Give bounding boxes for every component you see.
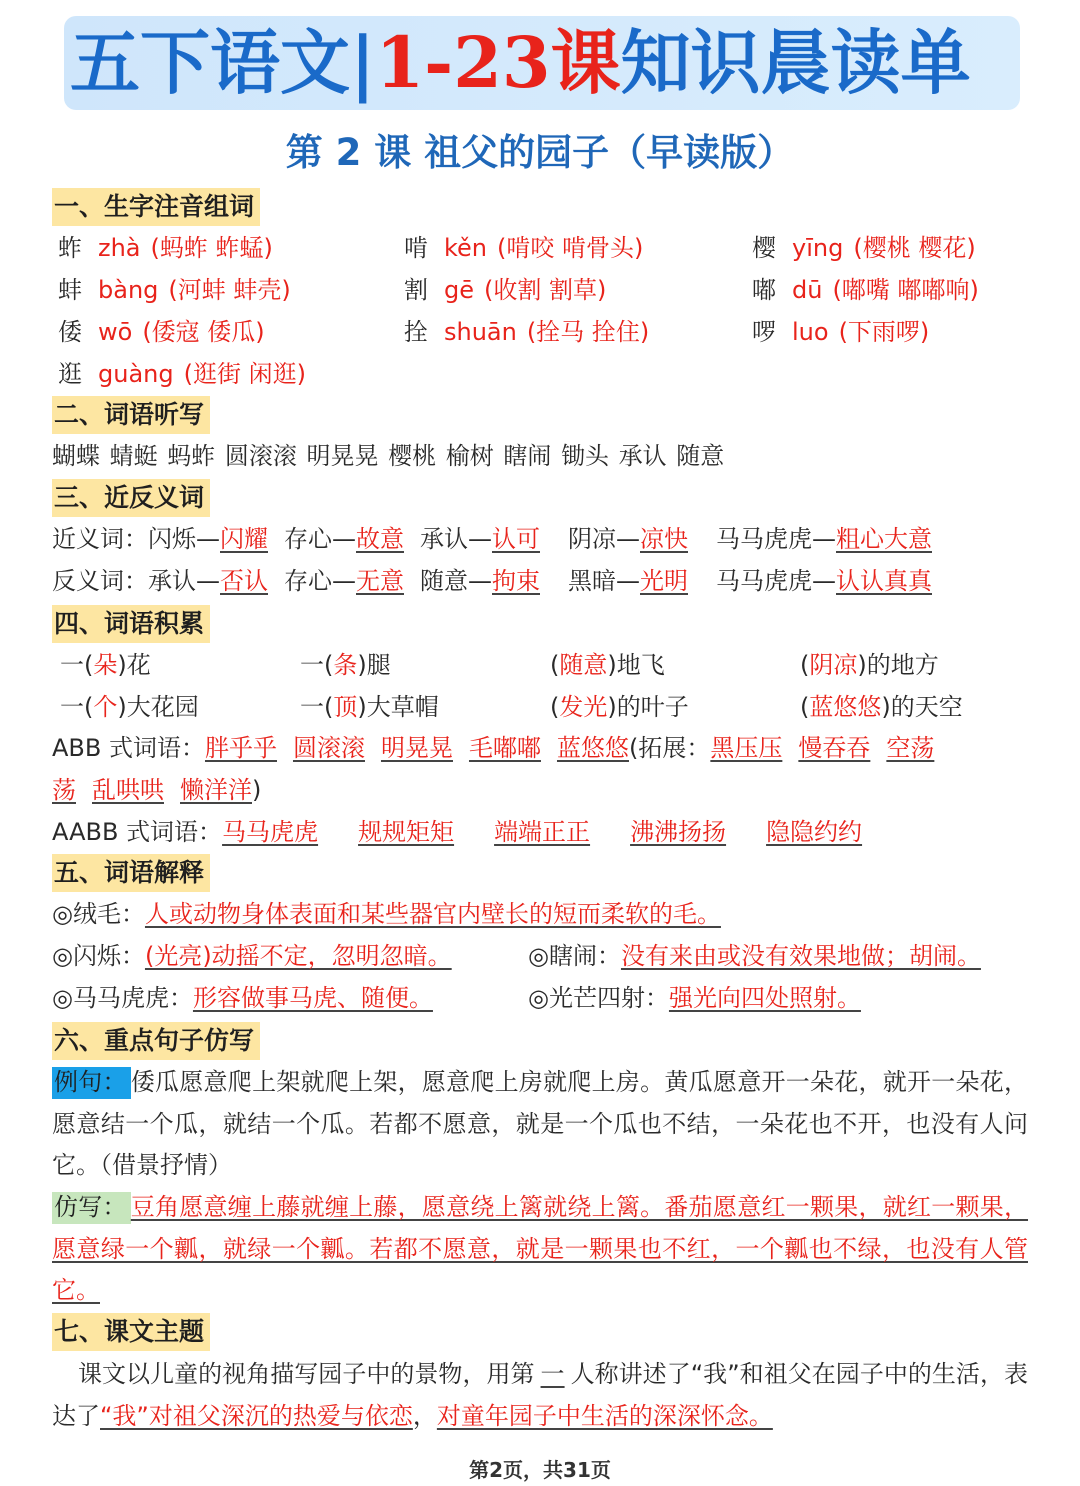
abb-extension-word: 黑压压: [710, 734, 783, 762]
aabb-word: 马马虎虎: [222, 818, 319, 846]
phrase-suffix: )大草帽: [357, 693, 439, 721]
imitation-text: 豆角愿意缠上藤就缠上藤，愿意绕上篱就绕上篱。番茄愿意红一颗果，就红一颗果，愿意绿一个瓤，就绿一个瓤。若都不愿意，就是一颗果也不红，一个瓤也不绿，也没有人管它。: [52, 1193, 1029, 1304]
aabb-words: [52, 815, 862, 849]
phrase-answer: 发光: [559, 693, 608, 721]
synonyms-word: 闪烁—: [148, 525, 220, 553]
theme-separator: ，: [412, 1401, 437, 1430]
phrase-answer: 随意: [559, 651, 608, 679]
section-heading-dictation: 二、词语听写: [52, 396, 210, 434]
antonyms-row: [52, 564, 932, 598]
character-entry: [752, 231, 976, 265]
phrase-prefix: (: [800, 651, 810, 679]
abb-word: 明晃晃: [380, 734, 453, 762]
antonyms-answer: 无意: [356, 567, 404, 595]
phrase-prefix: 一(: [300, 651, 334, 679]
synonyms-answer: 闪耀: [220, 525, 268, 553]
phrase-item: [300, 648, 391, 682]
character: 啰: [752, 318, 776, 346]
definition-text: (光亮)动摇不定，忽明忽暗。: [144, 942, 452, 970]
abb-word: 毛嘟嘟: [468, 734, 541, 762]
abb-extension-end: ): [252, 776, 262, 804]
section-heading-synonyms: 三、近反义词: [52, 479, 210, 517]
word-group: (倭寇 倭瓜): [142, 318, 265, 346]
word-group: (蚂蚱 蚱蜢): [150, 234, 273, 262]
title-part1: 五下语文: [70, 21, 350, 104]
character: 拴: [404, 318, 428, 346]
definition-item: [52, 939, 460, 973]
character: 樱: [752, 234, 776, 262]
title-part2: 知识晨读单: [620, 21, 971, 104]
abb-extension-label: (拓展：: [628, 734, 711, 762]
antonyms-answer: 认认真真: [836, 567, 932, 595]
phrase-prefix: 一(: [60, 693, 94, 721]
word-group: (啃咬 啃骨头): [497, 234, 644, 262]
phrase-suffix: )的天空: [881, 693, 963, 721]
character: 蚌: [58, 276, 82, 304]
title-lessons: 1-23课: [375, 21, 621, 104]
aabb-word: 端端正正: [494, 818, 591, 846]
synonyms-answer: 故意: [356, 525, 404, 553]
abb-words-line1: [52, 731, 934, 765]
theme-paragraph: [52, 1354, 1028, 1437]
word-group: (嘟嘴 嘟嘟响): [832, 276, 979, 304]
pinyin: dū: [792, 276, 823, 304]
phrase-suffix: )腿: [357, 651, 391, 679]
section-heading-characters: 一、生字注音组词: [52, 188, 260, 226]
pinyin: luo: [792, 318, 829, 346]
antonyms-word: 随意—: [420, 567, 492, 595]
pinyin: shuān: [444, 318, 517, 346]
theme-text-1: 课文以儿童的视角描写园子中的景物，用第: [78, 1360, 535, 1388]
imitation-sentence: [52, 1187, 1028, 1312]
antonyms-answer: 光明: [640, 567, 688, 595]
phrase-prefix: (: [800, 693, 810, 721]
word-group: (下雨啰): [838, 318, 930, 346]
synonyms-label: 近义词：: [52, 525, 148, 553]
character: 啃: [404, 234, 428, 262]
synonyms-row: [52, 522, 932, 556]
phrase-prefix: (: [550, 651, 560, 679]
title-banner: [64, 16, 1020, 110]
synonyms-answer: 粗心大意: [836, 525, 932, 553]
character: 逛: [58, 360, 82, 388]
antonyms-label: 反义词：: [52, 567, 148, 595]
synonyms-answer: 认可: [492, 525, 540, 553]
character-entry: [752, 273, 979, 307]
example-text: 倭瓜愿意爬上架就爬上架，愿意爬上房就爬上房。黄瓜愿意开一朵花，就开一朵花，愿意结一个瓜，就结一个瓜。若都不愿意，就是一个瓜也不结，一朵花也不开，也没有人问它。（借景抒情）: [52, 1068, 1029, 1179]
character-entry: [58, 273, 291, 307]
phrase-suffix: )的叶子: [607, 693, 689, 721]
definition-item: [52, 897, 729, 931]
character-entry: [404, 315, 649, 349]
abb-label: ABB 式词语：: [52, 734, 205, 762]
synonyms-word: 马马虎虎—: [716, 525, 836, 553]
definition-text: 强光向四处照射。: [668, 984, 861, 1012]
pinyin: wō: [98, 318, 133, 346]
phrase-item: [800, 648, 939, 682]
definition-item: [528, 981, 869, 1015]
definition-term: ◎光芒四射：: [528, 984, 669, 1012]
example-sentence: [52, 1062, 1028, 1187]
character-entry: [58, 357, 306, 391]
definition-term: ◎马马虎虎：: [52, 984, 193, 1012]
pinyin: bàng: [98, 276, 159, 304]
example-tag: 例句：: [52, 1067, 131, 1099]
section-heading-definitions: 五、词语解释: [52, 854, 210, 892]
abb-extension-word: 懒洋洋: [180, 776, 252, 804]
word-group: (收割 割草): [484, 276, 607, 304]
abb-word: 胖乎乎: [204, 734, 277, 762]
phrase-suffix: )地飞: [607, 651, 665, 679]
phrase-answer: 阴凉: [809, 651, 858, 679]
character-entry: [404, 273, 606, 307]
aabb-word: 隐隐约约: [766, 818, 863, 846]
word-group: (樱桃 樱花): [853, 234, 976, 262]
word-group: (逛街 闲逛): [183, 360, 306, 388]
definition-text: 没有来由或没有效果地做；胡闹。: [620, 942, 981, 970]
antonyms-word: 黑暗—: [568, 567, 640, 595]
synonyms-word: 阴凉—: [568, 525, 640, 553]
phrase-item: [800, 690, 963, 724]
phrase-answer: 顶: [333, 693, 358, 721]
dictation-words: 蝴蝶 蜻蜓 蚂蚱 圆滚滚 明晃晃 樱桃 榆树 瞎闹 锄头 承认 随意: [52, 442, 725, 470]
phrase-prefix: 一(: [60, 651, 94, 679]
word-group: (拴马 拴住): [526, 318, 650, 346]
synonyms-word: 承认—: [420, 525, 492, 553]
phrase-suffix: )花: [117, 651, 151, 679]
abb-word: 圆滚滚: [292, 734, 365, 762]
antonyms-word: 马马虎虎—: [716, 567, 836, 595]
character: 嘟: [752, 276, 776, 304]
phrase-prefix: 一(: [300, 693, 334, 721]
definition-term: ◎闪烁：: [52, 942, 145, 970]
phrase-answer: 蓝悠悠: [809, 693, 882, 721]
phrase-answer: 条: [333, 651, 358, 679]
pinyin: kěn: [444, 234, 488, 262]
abb-words-line2: [52, 773, 261, 807]
character-entry: [752, 315, 929, 349]
lesson-subtitle: 第 2 课 祖父的园子（早读版）: [285, 131, 795, 174]
pinyin: gē: [444, 276, 474, 304]
title-separator: |: [350, 21, 376, 104]
phrase-suffix: )大花园: [117, 693, 199, 721]
character-entry: [58, 231, 273, 265]
antonyms-answer: 否认: [220, 567, 268, 595]
phrase-item: [300, 690, 439, 724]
word-group: (河蚌 蚌壳): [168, 276, 291, 304]
abb-extension-word: 乱哄哄: [92, 776, 164, 804]
phrase-item: [60, 648, 151, 682]
antonyms-word: 存心—: [284, 567, 356, 595]
abb-extension-word: 慢吞吞: [798, 734, 871, 762]
definition-item: [52, 981, 441, 1015]
definition-text: 形容做事马虎、随便。: [192, 984, 433, 1012]
abb-extension-word: 空荡: [886, 734, 935, 762]
definition-term: ◎绒毛：: [52, 900, 145, 928]
section-heading-vocabulary: 四、词语积累: [52, 605, 210, 643]
pinyin: guàng: [98, 360, 174, 388]
section-heading-imitation: 六、重点句子仿写: [52, 1022, 260, 1060]
abb-word: 蓝悠悠: [556, 734, 629, 762]
imitation-tag: 仿写：: [52, 1192, 131, 1224]
phrase-prefix: (: [550, 693, 560, 721]
abb-extension-word: 荡: [52, 776, 76, 804]
synonyms-answer: 凉快: [640, 525, 688, 553]
definition-term: ◎瞎闹：: [528, 942, 621, 970]
antonyms-word: 承认—: [148, 567, 220, 595]
aabb-word: 规规矩矩: [358, 818, 455, 846]
definition-item: [528, 939, 989, 973]
phrase-item: [60, 690, 199, 724]
pinyin: yīng: [792, 234, 844, 262]
page-number: 第2页，共31页: [469, 1458, 611, 1482]
theme-answer-2: 对童年园子中生活的深深怀念。: [436, 1401, 773, 1430]
phrase-item: [550, 648, 665, 682]
phrase-item: [550, 690, 689, 724]
theme-blank: 一: [540, 1360, 565, 1388]
phrase-answer: 朵: [93, 651, 118, 679]
section-heading-theme: 七、课文主题: [52, 1313, 210, 1351]
character-entry: [58, 315, 265, 349]
aabb-label: AABB 式词语：: [52, 818, 223, 846]
theme-answer-1: “我”对祖父深沉的热爱与依恋: [100, 1401, 413, 1430]
character: 割: [404, 276, 428, 304]
definition-text: 人或动物身体表面和某些器官内壁长的短而柔软的毛。: [144, 900, 721, 928]
phrase-answer: 个: [93, 693, 118, 721]
pinyin: zhà: [98, 234, 141, 262]
antonyms-answer: 拘束: [492, 567, 540, 595]
synonyms-word: 存心—: [284, 525, 356, 553]
character: 倭: [58, 318, 82, 346]
theme-text-2: 人称讲述了“我”和祖父在园子中的生活，表达了: [52, 1360, 1028, 1430]
phrase-suffix: )的地方: [857, 651, 939, 679]
character-entry: [404, 231, 643, 265]
character: 蚱: [58, 234, 82, 262]
aabb-word: 沸沸扬扬: [630, 818, 727, 846]
